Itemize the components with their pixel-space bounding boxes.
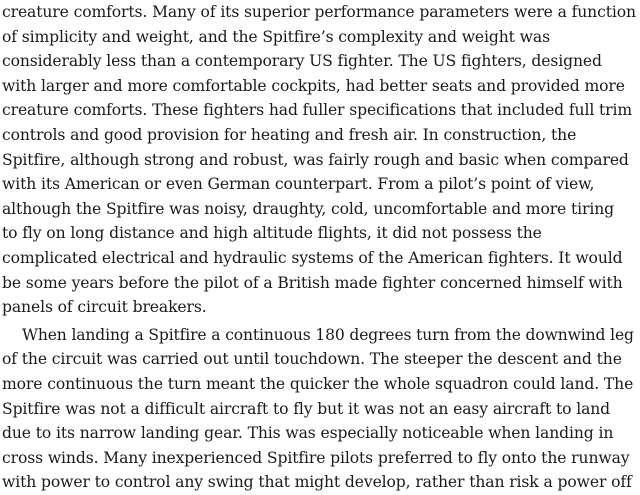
text-line: more continuous the turn meant the quicker the whole squadron could land. The [2,374,634,393]
text-line: creature comforts. These fighters had fuller specifications that included full trim [2,101,633,120]
text-line: with its American or even German counterpart. From a pilot’s point of view, [2,175,595,194]
text-line: due to its narrow landing gear. This was especially noticeable when landing in [2,424,614,443]
text-line: of simplicity and weight, and the Spitfire’s complexity and weight was [2,27,550,46]
text-line: although the Spitfire was noisy, draughty, cold, uncomfortable and more tiring [2,199,614,218]
text-line: with power to control any swing that might develop, rather than risk a power off [2,473,632,492]
text-line: When landing a Spitfire a continuous 180 degrees turn from the downwind leg [22,325,634,344]
text-line: Spitfire, although strong and robust, was fairly rough and basic when compared [2,150,629,169]
text-line: considerably less than a contemporary US fighter. The US fighters, designed [2,52,602,71]
paragraph-2 [2,323,636,495]
text-line: of the circuit was carried out until touchdown. The steeper the descent and the [2,350,622,369]
document-page [2,0,636,495]
text-line: cross winds. Many inexperienced Spitfire pilots preferred to fly onto the runway [2,448,630,467]
text-line: with larger and more comfortable cockpits, had better seats and provided more [2,76,625,95]
text-line: creature comforts. Many of its superior performance parameters were a function [2,3,636,21]
text-line: panels of circuit breakers. [2,298,207,317]
text-line: complicated electrical and hydraulic systems of the American fighters. It would [2,248,623,267]
text-line: controls and good provision for heating and fresh air. In construction, the [2,125,577,144]
paragraph-1 [2,0,636,320]
text-line: be some years before the pilot of a British made fighter concerned himself with [2,273,623,292]
text-line: to fly on long distance and high altitude flights, it did not possess the [2,224,542,243]
text-line: Spitfire was not a difficult aircraft to fly but it was not an easy aircraft to land [2,399,611,418]
